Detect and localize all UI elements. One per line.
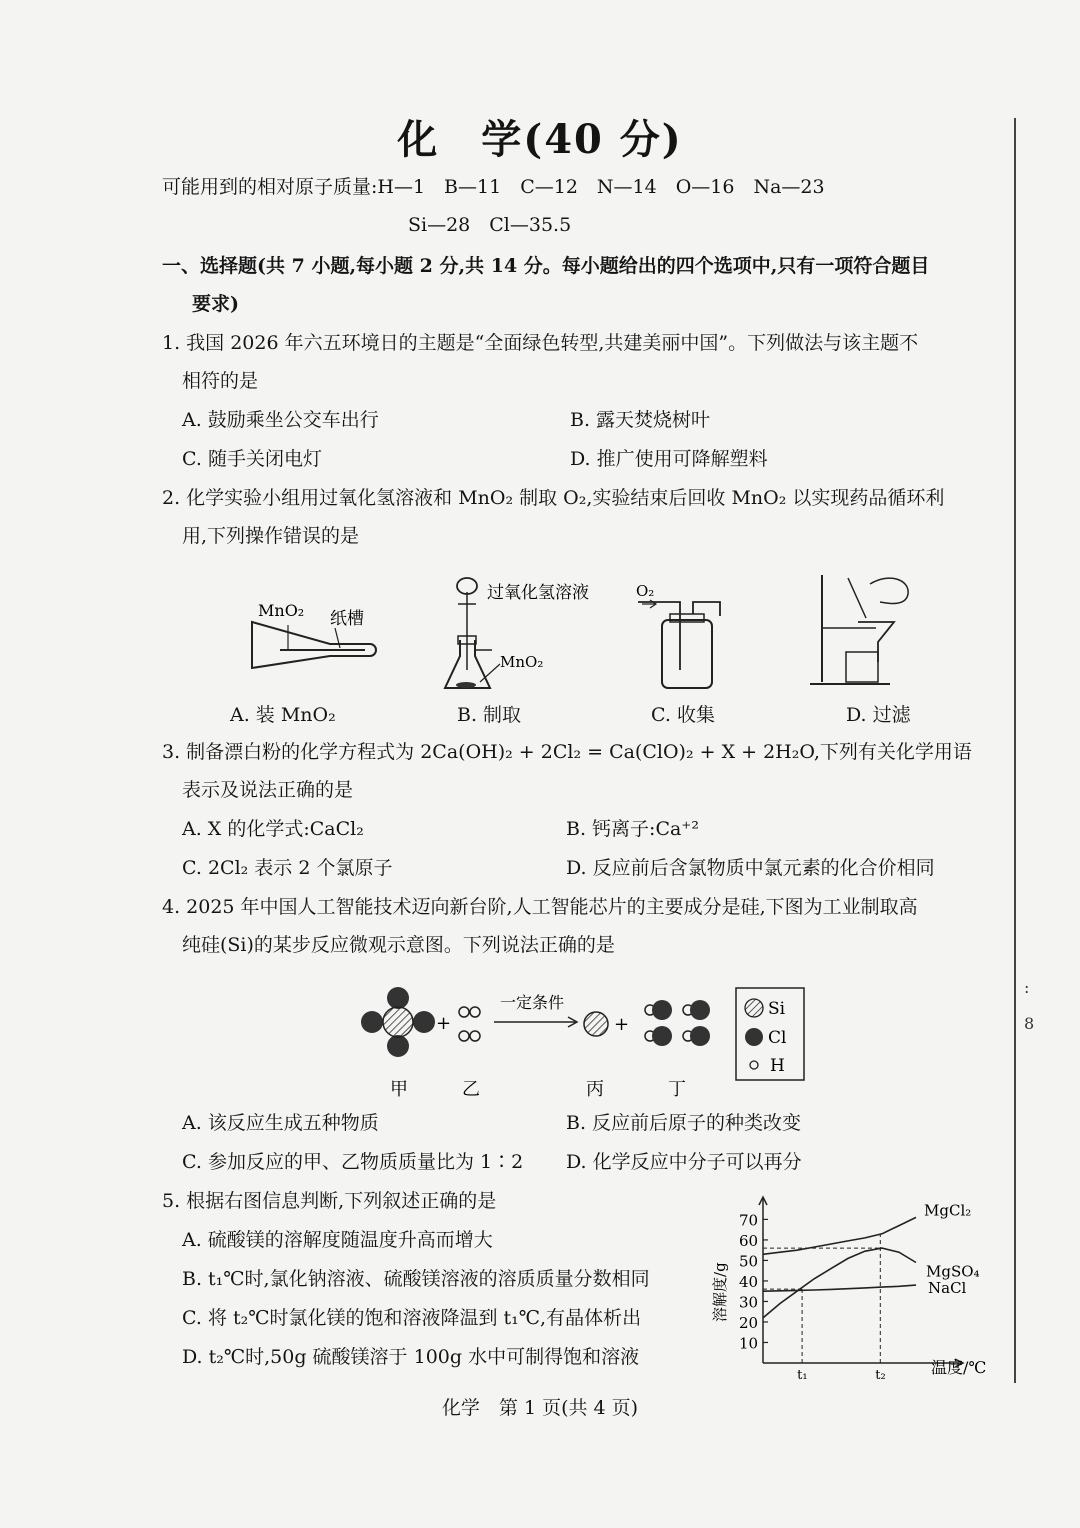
- fig-a-test-tube: [252, 601, 376, 668]
- y-tick-label: 30: [739, 1293, 759, 1312]
- q5-option-c: C. 将 t₂℃时氯化镁的饱和溶液降温到 t₁℃,有晶体析出: [182, 1307, 642, 1329]
- q5-option-b: B. t₁℃时,氯化钠溶液、硫酸镁溶液的溶质质量分数相同: [182, 1268, 650, 1290]
- fig-c-label-o2: O₂: [636, 582, 655, 600]
- reaction-condition: 一定条件: [500, 993, 565, 1012]
- series-line-2: [763, 1285, 916, 1291]
- y-tick-label: 70: [739, 1211, 759, 1230]
- right-margin-rule: [1014, 118, 1016, 1383]
- fig-b-label-h2o2: 过氧化氢溶液: [487, 583, 589, 603]
- q3-option-d: D. 反应前后含氯物质中氯元素的化合价相同: [566, 857, 935, 879]
- q1-option-b: B. 露天焚烧树叶: [570, 409, 711, 431]
- q4-option-c: C. 参加反应的甲、乙物质质量比为 1∶2: [182, 1151, 524, 1173]
- q1-option-a: A. 鼓励乘坐公交车出行: [182, 409, 379, 431]
- q4-stem-cont: 纯硅(Si)的某步反应微观示意图。下列说法正确的是: [182, 934, 615, 956]
- y-tick-label: 10: [739, 1334, 759, 1353]
- fig-b-flask: [445, 578, 589, 688]
- q1-option-d: D. 推广使用可降解塑料: [570, 448, 768, 470]
- series-label-0: MgCl₂: [924, 1201, 972, 1220]
- label-bing: 丙: [586, 1079, 604, 1100]
- series-label-1: MgSO₄: [926, 1262, 980, 1281]
- series-line-0: [763, 1217, 916, 1254]
- molecule-ding: [645, 1000, 710, 1046]
- q5-stem: 5. 根据右图信息判断,下列叙述正确的是: [162, 1190, 497, 1212]
- atomic-mass-line1: 可能用到的相对原子质量:H—1 B—11 C—12 N—14 O—16 Na—23: [162, 176, 825, 198]
- q1-option-c: C. 随手关闭电灯: [182, 448, 322, 470]
- label-jia: 甲: [390, 1079, 408, 1100]
- fig-a-label-trough: 纸槽: [330, 609, 364, 629]
- q1-stem: 1. 我国 2026 年六五环境日的主题是“全面绿色转型,共建美丽中国”。下列做法与该主题不: [162, 332, 919, 354]
- y-tick-label: 20: [739, 1313, 759, 1332]
- q2-caption-d: D. 过滤: [846, 704, 911, 726]
- q5-option-d: D. t₂℃时,50g 硫酸镁溶于 100g 水中可制得饱和溶液: [182, 1346, 640, 1368]
- q4-stem: 4. 2025 年中国人工智能技术迈向新台阶,人工智能芯片的主要成分是硅,下图为工业制取高: [162, 896, 918, 918]
- page-title: 化 学(40 分): [397, 116, 683, 163]
- molecule-jia: [361, 987, 435, 1057]
- fig-b-label-mno2: MnO₂: [500, 653, 544, 671]
- fig-a-label-mno2: MnO₂: [258, 601, 305, 620]
- series-label-2: NaCl: [928, 1279, 967, 1298]
- molecule-bing: [584, 1012, 608, 1036]
- q3-stem: 3. 制备漂白粉的化学方程式为 2Ca(OH)₂ + 2Cl₂ = Ca(ClO)₂ + X + 2H₂O,下列有关化学用语: [162, 741, 972, 763]
- label-yi: 乙: [462, 1079, 480, 1100]
- legend-cl: Cl: [768, 1028, 787, 1048]
- x-axis-label: 温度/℃: [931, 1358, 987, 1377]
- q3-option-c: C. 2Cl₂ 表示 2 个氯原子: [182, 857, 393, 879]
- x-tick-label-t2: t₂: [875, 1368, 886, 1383]
- section-heading-cont: 要求): [192, 293, 239, 315]
- q3-option-b: B. 钙离子:Ca⁺²: [566, 818, 699, 840]
- plus-sign-2: +: [614, 1014, 630, 1035]
- y-tick-label: 40: [739, 1272, 759, 1291]
- q2-stem: 2. 化学实验小组用过氧化氢溶液和 MnO₂ 制取 O₂,实验结束后回收 MnO₂ 以实现药品循环利: [162, 487, 945, 509]
- q2-caption-b: B. 制取: [457, 704, 522, 726]
- q2-stem-cont: 用,下列操作错误的是: [182, 525, 360, 547]
- q2-caption-a: A. 装 MnO₂: [230, 704, 336, 726]
- legend-h: H: [770, 1056, 785, 1076]
- q4-option-b: B. 反应前后原子的种类改变: [566, 1112, 802, 1134]
- q4-micro-diagram: [350, 980, 810, 1100]
- y-tick-label: 50: [739, 1252, 759, 1271]
- q4-legend: [736, 988, 804, 1080]
- x-tick-label-t1: t₁: [797, 1368, 808, 1383]
- q4-option-a: A. 该反应生成五种物质: [182, 1112, 379, 1134]
- q1-stem-cont: 相符的是: [182, 370, 259, 392]
- edge-mark-1: :: [1024, 978, 1030, 997]
- y-axis-label: 溶解度/g: [711, 1262, 729, 1322]
- edge-mark-2: 8: [1024, 1014, 1035, 1033]
- q2-caption-c: C. 收集: [651, 704, 715, 726]
- atomic-mass-line2: Si—28 Cl—35.5: [408, 214, 572, 236]
- plus-sign-1: +: [436, 1013, 452, 1034]
- q3-stem-cont: 表示及说法正确的是: [182, 779, 354, 801]
- legend-si: Si: [768, 999, 786, 1019]
- q2-apparatus-figures: [230, 570, 930, 700]
- series-line-1: [763, 1248, 916, 1318]
- q4-option-d: D. 化学反应中分子可以再分: [566, 1151, 802, 1173]
- fig-d-filtration: [810, 575, 908, 684]
- molecule-yi: [459, 1007, 480, 1041]
- q3-option-a: A. X 的化学式:CaCl₂: [182, 818, 364, 840]
- section-heading: 一、选择题(共 7 小题,每小题 2 分,共 14 分。每小题给出的四个选项中,只有一项符合题目: [162, 255, 930, 277]
- label-ding: 丁: [668, 1079, 686, 1100]
- y-tick-label: 60: [739, 1231, 759, 1250]
- page-footer: 化学 第 1 页(共 4 页): [441, 1397, 639, 1419]
- solubility-chart: [705, 1195, 1005, 1390]
- fig-c-gas-bottle: [636, 582, 720, 688]
- q5-option-a: A. 硫酸镁的溶解度随温度升高而增大: [182, 1229, 493, 1251]
